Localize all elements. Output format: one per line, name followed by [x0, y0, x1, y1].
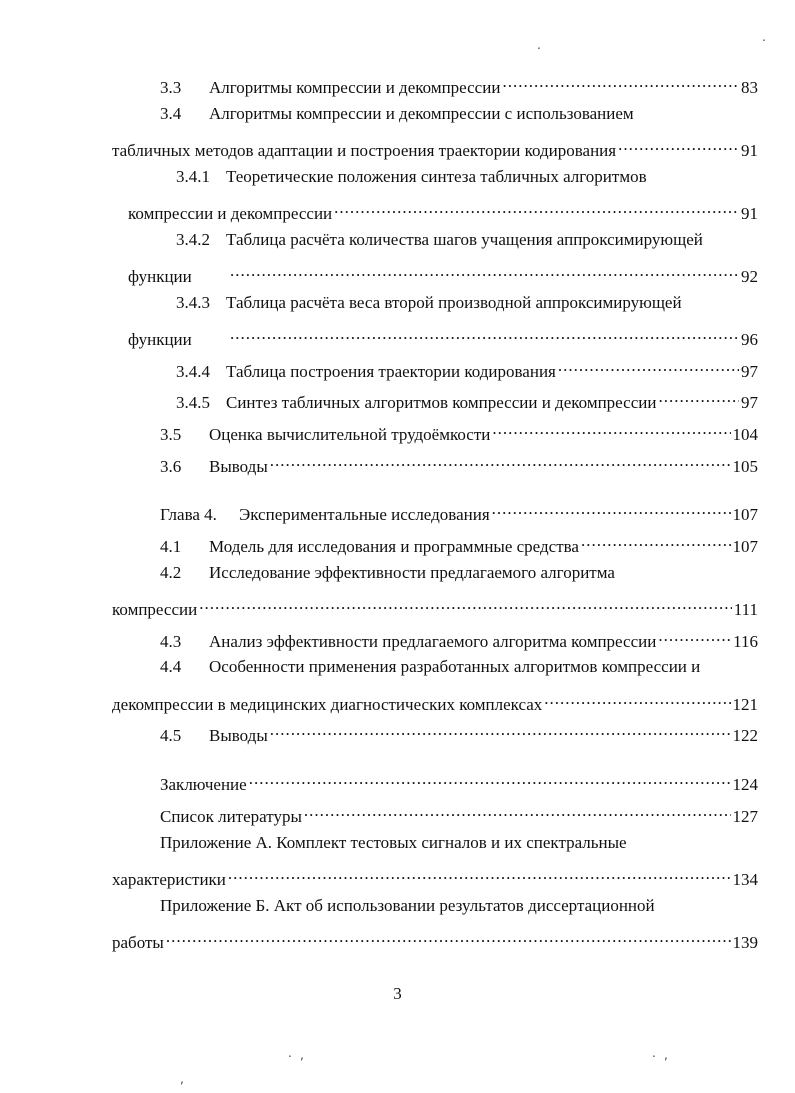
toc-page: 124	[732, 775, 758, 794]
toc-page: 96	[741, 330, 758, 349]
toc-entry-3-4	[160, 103, 634, 125]
leader-dots	[334, 197, 739, 219]
toc-title-cont: функции	[128, 330, 192, 349]
leader-dots	[544, 688, 730, 710]
toc-entry-4-5	[160, 719, 758, 745]
toc-number: 4.1	[160, 537, 182, 556]
toc-entry-4-2-cont	[112, 593, 758, 619]
leader-dots	[230, 323, 739, 345]
toc-number: 3.3	[160, 78, 182, 97]
leader-dots	[228, 863, 731, 885]
leader-dots	[270, 719, 731, 741]
toc-title: Приложение Б. Акт об использовании результатов диссертационной	[160, 896, 655, 915]
toc-entry-3-4-1	[176, 166, 647, 188]
toc-title: Список литературы	[160, 807, 302, 826]
toc-page: 134	[732, 870, 758, 889]
leader-dots	[270, 450, 731, 472]
toc-page: 91	[741, 141, 758, 160]
toc-title: Особенности применения разработанных алгоритмов компрессии и	[209, 657, 701, 676]
leader-dots	[230, 260, 739, 282]
toc-number: 4.2	[160, 563, 182, 582]
toc-title-cont: табличных методов адаптации и построения траектории кодирования	[112, 141, 617, 160]
toc-entry-4-1	[160, 530, 758, 556]
toc-entry-4-3	[160, 625, 758, 651]
leader-dots	[492, 418, 730, 440]
scan-speck: ,	[300, 1048, 304, 1062]
toc-number: 3.6	[160, 457, 182, 476]
toc-page: 107	[732, 537, 758, 556]
toc-entry-3-4-3-cont	[128, 323, 758, 349]
leader-dots	[558, 355, 739, 377]
toc-title: Алгоритмы компрессии и декомпрессии	[209, 78, 501, 97]
toc-entry-references	[160, 800, 758, 826]
toc-page: 97	[741, 362, 758, 381]
toc-title: Исследование эффективности предлагаемого алгоритма	[209, 563, 615, 582]
scan-speck: .	[537, 38, 541, 52]
toc-entry-3-4-cont	[112, 134, 758, 160]
toc-entry-3-4-2	[176, 229, 703, 251]
leader-dots	[618, 134, 739, 156]
toc-number: 3.4.4	[176, 362, 210, 381]
toc-title: Приложение А. Комплект тестовых сигналов и их спектральные	[160, 833, 627, 852]
toc-number: 3.4	[160, 104, 182, 123]
toc-entry-conclusion	[160, 768, 758, 794]
toc-title-cont: компрессии и декомпрессии	[128, 204, 333, 223]
toc-page: 111	[733, 600, 758, 619]
page-number: 3	[393, 984, 402, 1003]
toc-number: 4.5	[160, 726, 182, 745]
toc-number: 3.4.2	[176, 230, 210, 249]
toc-title-cont: компрессии	[112, 600, 198, 619]
scan-speck: .	[652, 1046, 656, 1060]
toc-entry-3-4-5	[176, 386, 758, 412]
scan-speck: ,	[664, 1048, 668, 1062]
toc-title: Алгоритмы компрессии и декомпрессии с использованием	[209, 104, 634, 123]
toc-entry-appendix-b	[160, 895, 655, 917]
toc-title: Выводы	[209, 726, 268, 745]
toc-page: 107	[732, 505, 758, 524]
toc-entry-3-4-3	[176, 292, 682, 314]
toc-page: 105	[732, 457, 758, 476]
leader-dots	[502, 71, 739, 93]
toc-number: 4.3	[160, 632, 182, 651]
toc-entry-3-4-4	[176, 355, 758, 381]
toc-title: Оценка вычислительной трудоёмкости	[209, 425, 491, 444]
toc-title: Экспериментальные исследования	[239, 505, 490, 524]
scan-speck: .	[288, 1046, 292, 1060]
toc-entry-3-5	[160, 418, 758, 444]
leader-dots	[658, 386, 739, 408]
toc-title: Выводы	[209, 457, 268, 476]
toc-entry-appendix-b-cont	[112, 926, 758, 952]
toc-entry-4-2	[160, 562, 615, 584]
toc-page: 92	[741, 267, 758, 286]
toc-number: 3.4.3	[176, 293, 210, 312]
toc-title: Модель для исследования и программные средства	[209, 537, 579, 556]
toc-entry-3-6	[160, 450, 758, 476]
toc-title-cont: декомпрессии в медицинских диагностических комплексах	[112, 695, 543, 714]
toc-page: 122	[732, 726, 758, 745]
toc-number: Глава 4.	[160, 505, 217, 524]
scan-speck: ,	[180, 1072, 184, 1086]
toc-page: 116	[733, 632, 758, 651]
toc-title: Таблица расчёта веса второй производной аппроксимирующей	[226, 293, 682, 312]
leader-dots	[581, 530, 731, 552]
toc-number: 4.4	[160, 657, 182, 676]
toc-entry-4-4-cont	[112, 688, 758, 714]
leader-dots	[304, 800, 731, 822]
toc-entry-3-3	[160, 71, 758, 97]
toc-entry-appendix-a-cont	[112, 863, 758, 889]
toc-entry-appendix-a	[160, 832, 627, 854]
leader-dots	[492, 498, 731, 520]
leader-dots	[658, 625, 731, 647]
toc-title-cont: характеристики	[112, 870, 226, 889]
toc-title-cont: функции	[128, 267, 192, 286]
leader-dots	[199, 593, 732, 615]
leader-dots	[166, 926, 731, 948]
toc-entry-chapter-4	[160, 498, 758, 524]
toc-entry-3-4-1-cont	[128, 197, 758, 223]
toc-page: 91	[741, 204, 758, 223]
leader-dots	[249, 768, 731, 790]
toc-page: 127	[732, 807, 758, 826]
toc-number: 3.4.5	[176, 393, 210, 412]
toc-title-cont: работы	[112, 933, 164, 952]
toc-title: Анализ эффективности предлагаемого алгоритма компрессии	[209, 632, 657, 651]
toc-number: 3.5	[160, 425, 182, 444]
toc-page: 83	[741, 78, 758, 97]
toc-entry-3-4-2-cont	[128, 260, 758, 286]
toc-title: Теоретические положения синтеза табличных алгоритмов	[226, 167, 647, 186]
toc-title: Заключение	[160, 775, 247, 794]
scan-speck: .	[762, 30, 766, 44]
toc-title: Синтез табличных алгоритмов компрессии и декомпрессии	[226, 393, 657, 412]
toc-page: 104	[732, 425, 758, 444]
toc-page: 121	[732, 695, 758, 714]
toc-title: Таблица построения траектории кодирования	[226, 362, 556, 381]
toc-page: 139	[732, 933, 758, 952]
toc-page: 97	[741, 393, 758, 412]
toc-number: 3.4.1	[176, 167, 210, 186]
toc-entry-4-4	[160, 656, 700, 678]
toc-title: Таблица расчёта количества шагов учащения аппроксимирующей	[226, 230, 703, 249]
